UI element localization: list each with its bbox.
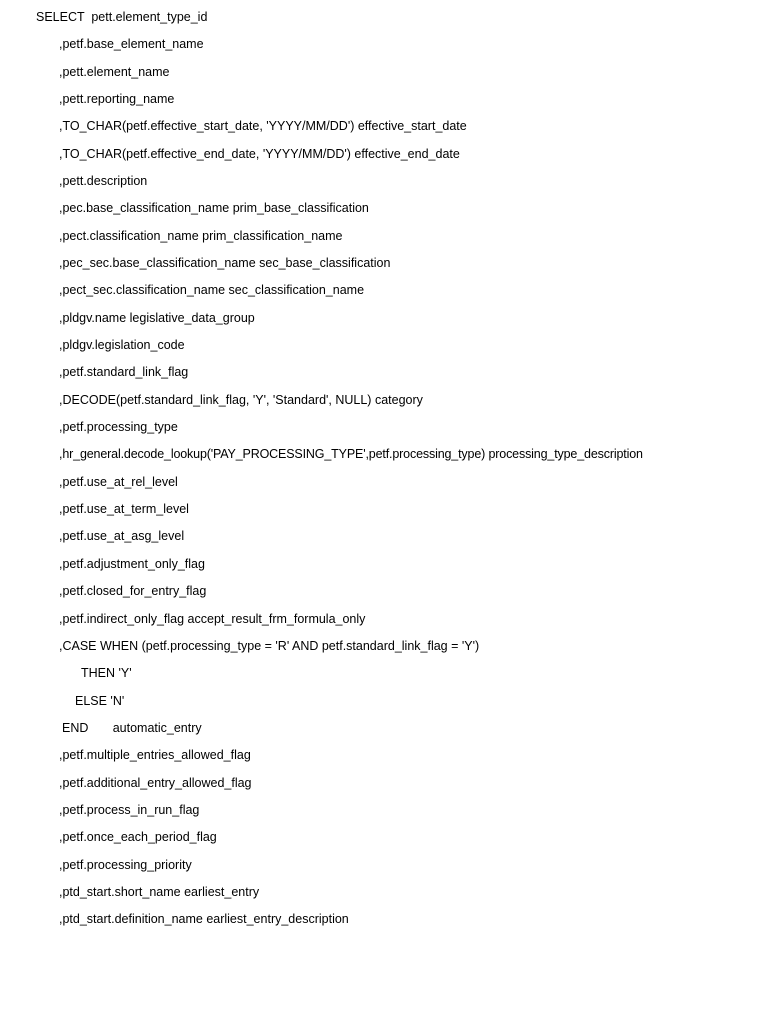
sql-line: ,petf.processing_priority bbox=[59, 858, 192, 872]
sql-line: ,TO_CHAR(petf.effective_start_date, 'YYYY/MM/DD') effective_start_date bbox=[59, 119, 467, 133]
sql-line: ,pett.reporting_name bbox=[59, 92, 175, 106]
sql-line: ,TO_CHAR(petf.effective_end_date, 'YYYY/MM/DD') effective_end_date bbox=[59, 147, 460, 161]
sql-line: ,pett.element_name bbox=[59, 65, 170, 79]
sql-line-then: THEN 'Y' bbox=[81, 666, 132, 680]
sql-line: ,pec_sec.base_classification_name sec_base_classification bbox=[59, 256, 391, 270]
sql-line: ,petf.processing_type bbox=[59, 420, 178, 434]
sql-line: ,petf.base_element_name bbox=[59, 37, 204, 51]
sql-line: ,petf.use_at_asg_level bbox=[59, 529, 185, 543]
sql-line: ,pldgv.legislation_code bbox=[59, 338, 185, 352]
sql-line: ,petf.closed_for_entry_flag bbox=[59, 584, 207, 598]
sql-line: ,petf.use_at_term_level bbox=[59, 502, 189, 516]
sql-line: ,petf.additional_entry_allowed_flag bbox=[59, 776, 252, 790]
sql-line: ,ptd_start.short_name earliest_entry bbox=[59, 885, 260, 899]
sql-line-end: END automatic_entry bbox=[62, 721, 202, 735]
sql-line: ,petf.standard_link_flag bbox=[59, 365, 189, 379]
sql-line: ,hr_general.decode_lookup('PAY_PROCESSING_TYPE',petf.processing_type) processing_type_description bbox=[59, 447, 643, 461]
sql-line: ,ptd_start.definition_name earliest_entry_description bbox=[59, 912, 349, 926]
sql-line-select: SELECT pett.element_type_id bbox=[36, 10, 208, 24]
sql-line: ,petf.once_each_period_flag bbox=[59, 830, 217, 844]
sql-line-else: ELSE 'N' bbox=[75, 694, 125, 708]
sql-line: ,pect_sec.classification_name sec_classification_name bbox=[59, 283, 365, 297]
sql-line: ,DECODE(petf.standard_link_flag, 'Y', 'Standard', NULL) category bbox=[59, 393, 423, 407]
sql-line: ,pect.classification_name prim_classification_name bbox=[59, 229, 343, 243]
sql-line: ,petf.process_in_run_flag bbox=[59, 803, 200, 817]
sql-line: ,pec.base_classification_name prim_base_classification bbox=[59, 201, 369, 215]
sql-line: ,petf.multiple_entries_allowed_flag bbox=[59, 748, 251, 762]
sql-line: ,petf.indirect_only_flag accept_result_frm_formula_only bbox=[59, 612, 366, 626]
sql-line-case-when: ,CASE WHEN (petf.processing_type = 'R' AND petf.standard_link_flag = 'Y') bbox=[59, 639, 480, 653]
sql-line: ,petf.use_at_rel_level bbox=[59, 475, 178, 489]
sql-line: ,petf.adjustment_only_flag bbox=[59, 557, 205, 571]
sql-line: ,pett.description bbox=[59, 174, 148, 188]
sql-line: ,pldgv.name legislative_data_group bbox=[59, 311, 255, 325]
